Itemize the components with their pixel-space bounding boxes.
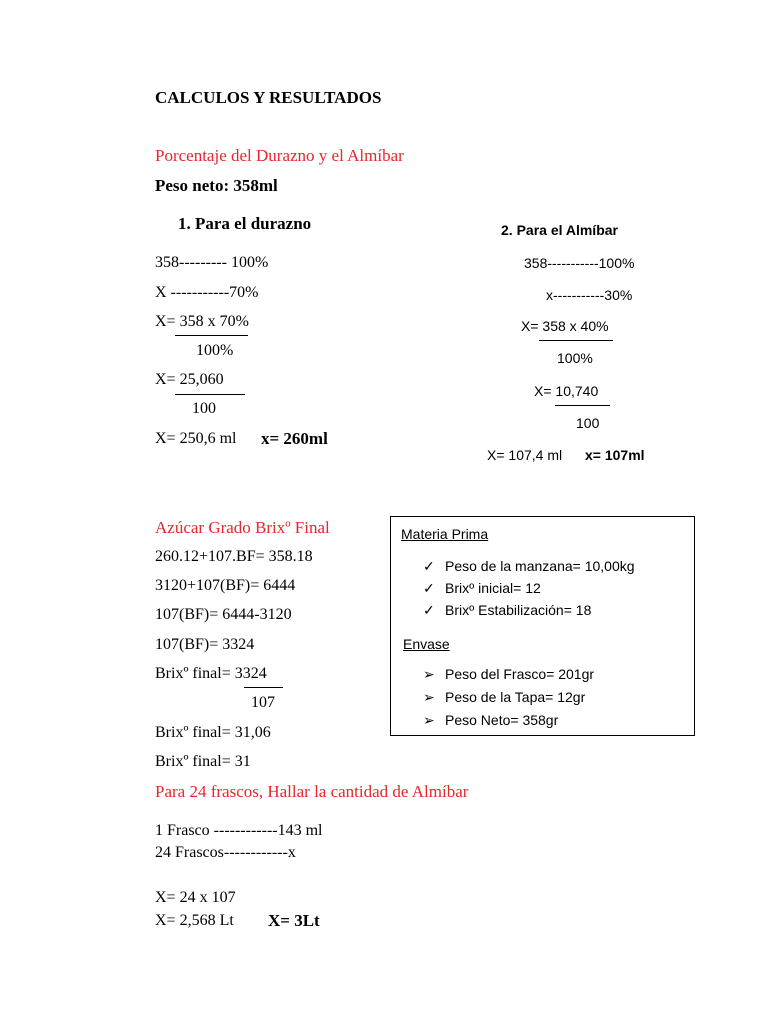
fraction-bar xyxy=(175,335,248,336)
brix-line-6: 107 xyxy=(251,694,275,711)
frascos-heading: Para 24 frascos, Hallar la cantidad de Almíbar xyxy=(155,782,469,801)
fraction-bar xyxy=(175,394,245,395)
check-icon: ✓ xyxy=(423,602,435,618)
materia-item-2 xyxy=(423,581,541,595)
fraction-bar xyxy=(539,340,613,341)
materia-item-3 xyxy=(423,603,591,617)
durazno-line-2: X -----------70% xyxy=(155,284,259,301)
durazno-line-6: 100 xyxy=(192,400,216,417)
envase-item-label: Peso de la Tapa= 12gr xyxy=(445,689,586,705)
almibar-line-6: 100 xyxy=(576,415,600,431)
frascos-line-2: 24 Frascos------------x xyxy=(155,844,296,861)
almibar-line-5: X= 10,740 xyxy=(534,383,599,399)
materia-item-label: Brixº Estabilización= 18 xyxy=(445,602,592,618)
durazno-line-5: X= 25,060 xyxy=(155,371,224,388)
envase-item-2 xyxy=(423,690,585,704)
frascos-line-3: X= 24 x 107 xyxy=(155,889,236,906)
brix-line-2: 3120+107(BF)= 6444 xyxy=(155,577,296,594)
envase-item-1 xyxy=(423,667,594,681)
durazno-line-7: X= 250,6 ml xyxy=(155,430,237,447)
fraction-bar xyxy=(244,687,283,688)
check-icon: ✓ xyxy=(423,580,435,596)
durazno-line-3: X= 358 x 70% xyxy=(155,313,249,330)
durazno-line-4: 100% xyxy=(196,342,234,359)
arrow-bullet-icon: ➢ xyxy=(423,712,435,728)
materia-prima-heading: Materia Prima xyxy=(401,526,489,542)
frascos-result: X= 3Lt xyxy=(268,911,320,930)
almibar-line-1: 358-----------100% xyxy=(524,255,635,271)
durazno-result: x= 260ml xyxy=(261,429,328,448)
page-title: CALCULOS Y RESULTADOS xyxy=(155,88,382,107)
frascos-line-1: 1 Frasco ------------143 ml xyxy=(155,822,323,839)
durazno-line-1: 358--------- 100% xyxy=(155,254,269,271)
check-icon: ✓ xyxy=(423,558,435,574)
brix-line-1: 260.12+107.BF= 358.18 xyxy=(155,548,313,565)
envase-heading: Envase xyxy=(403,636,450,652)
almibar-line-7: X= 107,4 ml xyxy=(487,447,563,463)
almibar-line-2: x-----------30% xyxy=(546,287,633,303)
envase-item-3 xyxy=(423,713,558,727)
arrow-bullet-icon: ➢ xyxy=(423,689,435,705)
fraction-bar xyxy=(555,405,610,406)
materia-item-label: Peso de la manzana= 10,00kg xyxy=(445,558,635,574)
section-heading-percentage: Porcentaje del Durazno y el Almíbar xyxy=(155,146,404,165)
almibar-line-4: 100% xyxy=(557,350,593,366)
envase-item-label: Peso Neto= 358gr xyxy=(445,712,559,728)
almibar-heading: 2. Para el Almíbar xyxy=(501,222,618,238)
brix-line-5: Brixº final= 3324 xyxy=(155,665,267,682)
materia-prima-box xyxy=(390,516,695,736)
brix-line-4: 107(BF)= 3324 xyxy=(155,636,255,653)
brix-line-7: Brixº final= 31,06 xyxy=(155,724,271,741)
envase-item-label: Peso del Frasco= 201gr xyxy=(445,666,595,682)
materia-item-1 xyxy=(423,559,635,573)
brix-heading: Azúcar Grado Brixº Final xyxy=(155,518,330,537)
almibar-result: x= 107ml xyxy=(585,447,645,463)
brix-line-3: 107(BF)= 6444-3120 xyxy=(155,606,292,623)
frascos-line-4: X= 2,568 Lt xyxy=(155,912,234,929)
materia-item-label: Brixº inicial= 12 xyxy=(445,580,541,596)
brix-line-8: Brixº final= 31 xyxy=(155,753,251,770)
arrow-bullet-icon: ➢ xyxy=(423,666,435,682)
durazno-heading: 1. Para el durazno xyxy=(178,214,312,233)
almibar-line-3: X= 358 x 40% xyxy=(521,318,609,334)
net-weight: Peso neto: 358ml xyxy=(155,176,278,195)
